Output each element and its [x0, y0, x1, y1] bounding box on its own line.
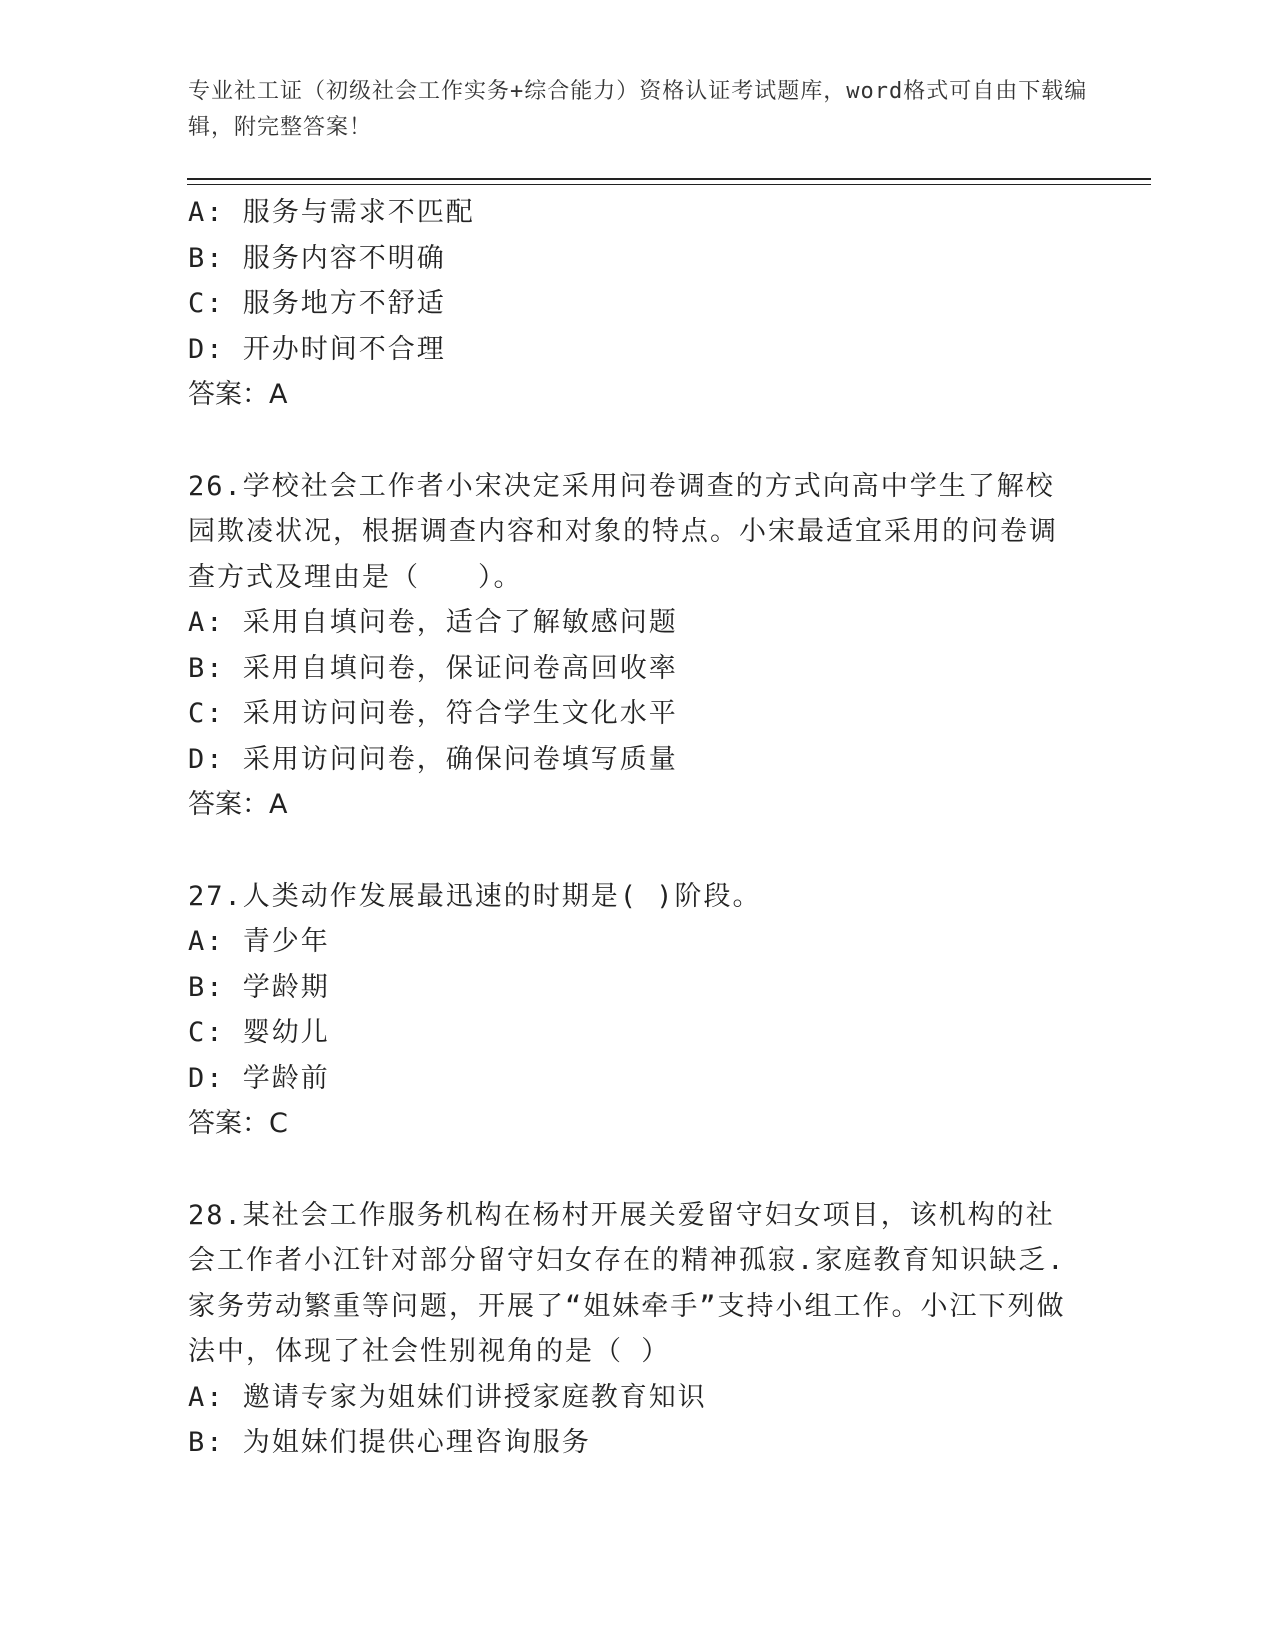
option-c: C: 服务地方不舒适: [188, 288, 446, 319]
header-divider: [187, 178, 1151, 185]
option-b: B: 采用自填问卷，保证问卷高回收率: [188, 652, 678, 684]
question-27: [188, 874, 1088, 1147]
question-25: [188, 190, 1088, 418]
question-text: 27.人类动作发展最迅速的时期是( )阶段。: [188, 880, 762, 912]
option-d: D: 采用访问问卷，确保问卷填写质量: [188, 743, 678, 775]
question-text: 28.某社会工作服务机构在杨村开展关爱留守妇女项目，该机构的社会工作者小江针对部分留守妇女存在的精神孤寂.家庭教育知识缺乏.家务劳动繁重等问题，开展了“姐妹牵手”支持小组工作。小江下列做法中，体现了社会性别视角的是（ ）: [188, 1199, 1066, 1367]
document-header: [188, 74, 1088, 146]
question-26: [188, 464, 1088, 828]
option-b: B: 为姐妹们提供心理咨询服务: [188, 1427, 591, 1458]
answer-line: 答案：A: [188, 789, 288, 820]
question-list: [188, 190, 1088, 1466]
option-d: D: 学龄前: [188, 1062, 330, 1094]
answer-line: 答案：C: [188, 1108, 288, 1139]
question-28: [188, 1193, 1088, 1466]
answer-line: 答案：A: [188, 379, 288, 410]
option-a: A: 采用自填问卷，适合了解敏感问题: [188, 607, 678, 638]
option-a: A: 邀请专家为姐妹们讲授家庭教育知识: [188, 1381, 707, 1413]
option-a: A: 服务与需求不匹配: [188, 197, 475, 228]
question-text: 26.学校社会工作者小宋决定采用问卷调查的方式向高中学生了解校园欺凌状况，根据调查内容和对象的特点。小宋最适宜采用的问卷调查方式及理由是（ ）。: [188, 470, 1058, 593]
option-b: B: 学龄期: [188, 971, 330, 1003]
header-title: 专业社工证（初级社会工作实务+综合能力）资格认证考试题库，word格式可自由下载编辑，附完整答案！: [188, 79, 1088, 140]
option-b: B: 服务内容不明确: [188, 242, 446, 274]
option-c: C: 婴幼儿: [188, 1017, 330, 1048]
option-d: D: 开办时间不合理: [188, 333, 446, 365]
option-c: C: 采用访问问卷，符合学生文化水平: [188, 698, 678, 729]
option-a: A: 青少年: [188, 926, 330, 957]
